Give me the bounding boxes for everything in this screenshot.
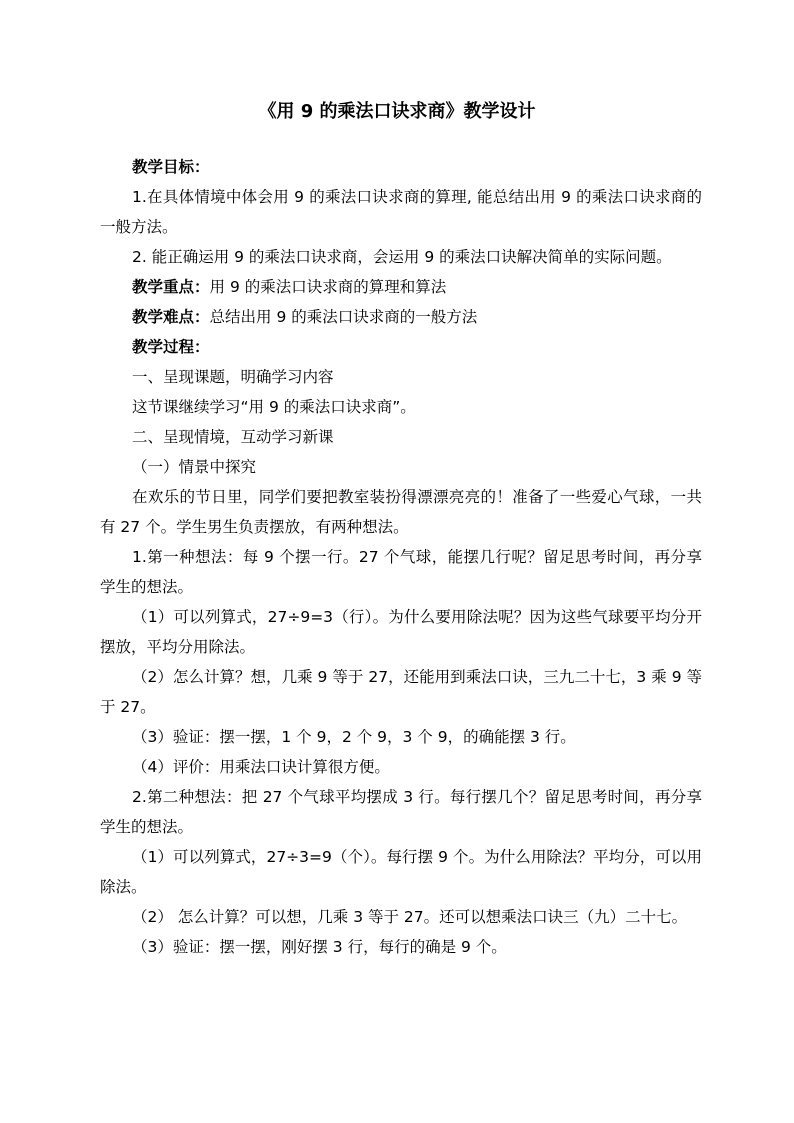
difficulty-text: 总结出用 9 的乘法口诀求商的一般方法 <box>209 308 478 326</box>
document-body <box>100 152 702 962</box>
objective-2: 2. 能正确运用 9 的乘法口诀求商，会运用 9 的乘法口诀解决简单的实际问题。 <box>132 248 672 266</box>
idea-1-step-1: （1）可以列算式，27÷9=3（行）。为什么要用除法呢？因为这些气球要平均分开摆放，平均分用除法。 <box>100 608 702 656</box>
idea-2-step-3: （3）验证：摆一摆，刚好摆 3 行，每行的确是 9 个。 <box>132 938 507 956</box>
section-2-heading: 二、呈现情境，互动学习新课 <box>132 428 334 446</box>
key-point <box>100 272 702 302</box>
document-title: 《用 9 的乘法口诀求商》教学设计 <box>258 101 536 122</box>
objective-1: 1.在具体情境中体会用 9 的乘法口诀求商的算理, 能总结出用 9 的乘法口诀求商的一般方法。 <box>100 188 702 236</box>
idea-2-step-1: （1）可以列算式，27÷3=9（个）。每行摆 9 个。为什么用除法？平均分，可以用除法。 <box>100 848 702 896</box>
idea-1-step-3: （3）验证：摆一摆，1 个 9，2 个 9，3 个 9，的确能摆 3 行。 <box>132 728 576 746</box>
process-heading: 教学过程： <box>132 338 210 356</box>
section-1-heading: 一、呈现课题，明确学习内容 <box>132 368 334 386</box>
idea-1: 1.第一种想法：每 9 个摆一行。27 个气球，能摆几行呢？留足思考时间，再分享学生的想法。 <box>100 548 702 596</box>
key-point-label: 教学重点： <box>132 278 210 296</box>
difficulty-label: 教学难点： <box>132 308 210 326</box>
difficulty <box>100 302 702 332</box>
idea-2: 2.第二种想法：把 27 个气球平均摆成 3 行。每行摆几个？留足思考时间，再分享学生的想法。 <box>100 788 702 836</box>
key-point-text: 用 9 的乘法口诀求商的算理和算法 <box>209 278 447 296</box>
subsection-1-heading: （一）情景中探究 <box>132 458 257 476</box>
idea-2-step-2: （2） 怎么计算？可以想，几乘 3 等于 27。还可以想乘法口诀三（九）二十七。 <box>132 908 688 926</box>
section-1-text: 这节课继续学习“用 9 的乘法口诀求商”。 <box>132 398 416 416</box>
idea-1-step-2: （2）怎么计算？想，几乘 9 等于 27，还能用到乘法口诀，三九二十七，3 乘 9 等于 27。 <box>100 668 702 716</box>
idea-1-step-4: （4）评价：用乘法口诀计算很方便。 <box>132 758 390 776</box>
objectives-heading: 教学目标： <box>132 158 210 176</box>
scenario-paragraph: 在欢乐的节日里，同学们要把教室装扮得漂漂亮亮的！准备了一些爱心气球，一共有 27 个。学生男生负责摆放，有两种想法。 <box>100 488 702 536</box>
